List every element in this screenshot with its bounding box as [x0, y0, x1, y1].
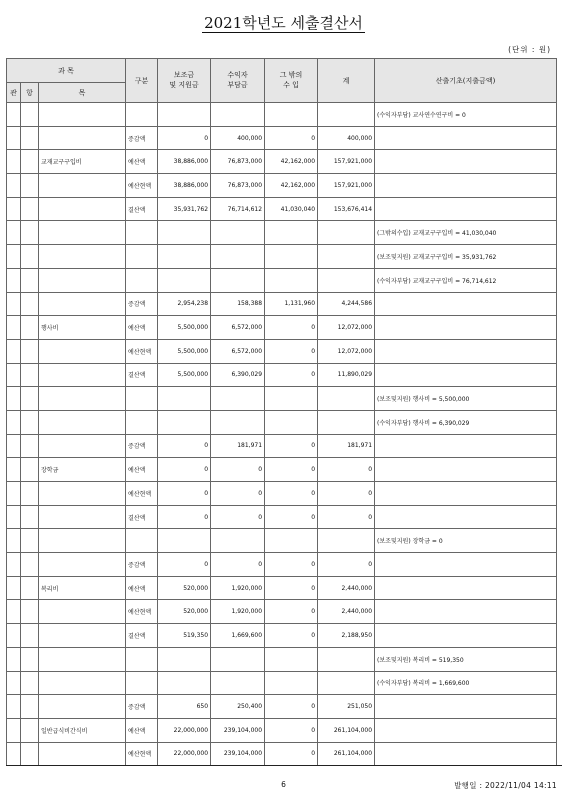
cell-other-income: 0	[265, 434, 318, 458]
cell-gubun: 예산현액	[126, 339, 158, 363]
header-mok: 목	[39, 83, 126, 103]
cell-beneficiary: 6,572,000	[211, 316, 265, 340]
cell-total: 181,971	[318, 434, 375, 458]
table-row	[7, 221, 557, 245]
cell-total	[318, 671, 375, 695]
cell-hang	[21, 600, 39, 624]
cell-gubun	[126, 221, 158, 245]
cell-hang	[21, 103, 39, 127]
cell-subsidy: 38,886,000	[158, 174, 211, 198]
cell-gwan	[7, 718, 21, 742]
cell-basis: (보조및지원) 복리비 = 519,350	[375, 647, 557, 671]
cell-basis	[375, 434, 557, 458]
cell-mok: 행사비	[39, 316, 126, 340]
cell-total: 0	[318, 505, 375, 529]
cell-beneficiary: 239,104,000	[211, 742, 265, 766]
cell-mok: 교재교구구입비	[39, 150, 126, 174]
cell-total	[318, 387, 375, 411]
cell-basis: (수익자부담) 교사연수연구비 = 0	[375, 103, 557, 127]
cell-mok	[39, 197, 126, 221]
cell-hang	[21, 197, 39, 221]
cell-beneficiary: 0	[211, 553, 265, 577]
cell-gubun: 예산액	[126, 576, 158, 600]
cell-gubun: 증감액	[126, 695, 158, 719]
table-row	[7, 410, 557, 434]
cell-basis	[375, 482, 557, 506]
cell-gwan	[7, 221, 21, 245]
cell-hang	[21, 529, 39, 553]
cell-mok	[39, 505, 126, 529]
cell-gubun: 증감액	[126, 434, 158, 458]
cell-gubun: 예산현액	[126, 174, 158, 198]
cell-beneficiary: 6,390,029	[211, 363, 265, 387]
cell-mok: 일반급식비간식비	[39, 718, 126, 742]
cell-hang	[21, 387, 39, 411]
cell-gwan	[7, 647, 21, 671]
table-row	[7, 268, 557, 292]
cell-total: 0	[318, 458, 375, 482]
table-row	[7, 742, 557, 766]
cell-beneficiary	[211, 671, 265, 695]
cell-total: 12,072,000	[318, 339, 375, 363]
cell-mok	[39, 103, 126, 127]
table-row	[7, 126, 557, 150]
cell-basis	[375, 126, 557, 150]
cell-hang	[21, 505, 39, 529]
cell-gwan	[7, 292, 21, 316]
cell-other-income: 42,162,000	[265, 150, 318, 174]
cell-basis	[375, 576, 557, 600]
cell-gwan	[7, 624, 21, 648]
cell-gwan	[7, 316, 21, 340]
cell-basis: (그밖의수입) 교재교구구입비 = 41,030,040	[375, 221, 557, 245]
cell-other-income: 0	[265, 576, 318, 600]
cell-hang	[21, 576, 39, 600]
cell-other-income: 0	[265, 458, 318, 482]
cell-gwan	[7, 695, 21, 719]
cell-subsidy: 2,954,238	[158, 292, 211, 316]
cell-other-income	[265, 245, 318, 269]
cell-other-income	[265, 671, 318, 695]
cell-gwan	[7, 742, 21, 766]
cell-other-income	[265, 268, 318, 292]
cell-hang	[21, 174, 39, 198]
cell-subsidy: 35,931,762	[158, 197, 211, 221]
cell-other-income: 0	[265, 553, 318, 577]
cell-beneficiary	[211, 245, 265, 269]
cell-beneficiary	[211, 103, 265, 127]
table-row	[7, 671, 557, 695]
cell-gubun	[126, 529, 158, 553]
cell-mok: 복리비	[39, 576, 126, 600]
cell-gubun: 예산액	[126, 150, 158, 174]
cell-gwan	[7, 268, 21, 292]
cell-mok	[39, 245, 126, 269]
cell-basis: (수익자부담) 행사비 = 6,390,029	[375, 410, 557, 434]
cell-mok	[39, 434, 126, 458]
cell-beneficiary: 1,920,000	[211, 576, 265, 600]
cell-hang	[21, 221, 39, 245]
cell-hang	[21, 742, 39, 766]
cell-beneficiary: 250,400	[211, 695, 265, 719]
cell-beneficiary: 6,572,000	[211, 339, 265, 363]
cell-gwan	[7, 434, 21, 458]
cell-mok	[39, 624, 126, 648]
cell-other-income: 0	[265, 505, 318, 529]
cell-other-income	[265, 221, 318, 245]
cell-total: 400,000	[318, 126, 375, 150]
cell-hang	[21, 458, 39, 482]
cell-gwan	[7, 103, 21, 127]
header-beneficiary: 수익자 부담금	[211, 59, 265, 103]
cell-hang	[21, 482, 39, 506]
cell-subsidy: 520,000	[158, 576, 211, 600]
cell-beneficiary: 76,873,000	[211, 174, 265, 198]
cell-other-income	[265, 387, 318, 411]
cell-gwan	[7, 482, 21, 506]
cell-hang	[21, 624, 39, 648]
cell-subsidy: 5,500,000	[158, 339, 211, 363]
cell-mok	[39, 221, 126, 245]
cell-gwan	[7, 410, 21, 434]
cell-other-income: 0	[265, 316, 318, 340]
cell-hang	[21, 363, 39, 387]
header-basis: 산출기초(지출금액)	[375, 59, 557, 103]
cell-gwan	[7, 339, 21, 363]
cell-gubun: 결산액	[126, 505, 158, 529]
cell-mok	[39, 268, 126, 292]
cell-total: 0	[318, 553, 375, 577]
cell-mok	[39, 174, 126, 198]
cell-total	[318, 268, 375, 292]
cell-total: 0	[318, 482, 375, 506]
table-row	[7, 363, 557, 387]
cell-hang	[21, 245, 39, 269]
cell-subsidy: 0	[158, 126, 211, 150]
table-row	[7, 103, 557, 127]
cell-basis: (수익자부담) 교재교구구입비 = 76,714,612	[375, 268, 557, 292]
cell-gwan	[7, 671, 21, 695]
cell-gwan	[7, 505, 21, 529]
cell-other-income: 0	[265, 482, 318, 506]
cell-beneficiary	[211, 387, 265, 411]
cell-basis	[375, 742, 557, 766]
table-row	[7, 339, 557, 363]
cell-total	[318, 529, 375, 553]
cell-total: 12,072,000	[318, 316, 375, 340]
cell-gwan	[7, 150, 21, 174]
cell-gwan	[7, 529, 21, 553]
table-row	[7, 576, 557, 600]
cell-subsidy: 0	[158, 505, 211, 529]
cell-total: 251,050	[318, 695, 375, 719]
cell-beneficiary	[211, 410, 265, 434]
table-row	[7, 150, 557, 174]
cell-basis	[375, 695, 557, 719]
cell-total: 2,440,000	[318, 576, 375, 600]
cell-total	[318, 221, 375, 245]
cell-subsidy: 38,886,000	[158, 150, 211, 174]
cell-subsidy	[158, 103, 211, 127]
cell-basis	[375, 458, 557, 482]
header-subsidy: 보조금 및 지원금	[158, 59, 211, 103]
cell-gubun: 예산액	[126, 458, 158, 482]
cell-hang	[21, 553, 39, 577]
table-row	[7, 434, 557, 458]
table-row	[7, 292, 557, 316]
cell-basis: (보조및지원) 장학금 = 0	[375, 529, 557, 553]
cell-other-income: 0	[265, 339, 318, 363]
cell-mok	[39, 482, 126, 506]
cell-basis	[375, 718, 557, 742]
table-row	[7, 647, 557, 671]
cell-other-income: 0	[265, 624, 318, 648]
cell-gubun: 예산현액	[126, 482, 158, 506]
cell-total: 261,104,000	[318, 742, 375, 766]
cell-other-income: 0	[265, 718, 318, 742]
cell-total: 153,676,414	[318, 197, 375, 221]
table-row	[7, 718, 557, 742]
page-number: 6	[281, 780, 286, 789]
cell-mok	[39, 600, 126, 624]
cell-basis	[375, 316, 557, 340]
issued-date: 발행일 : 2022/11/04 14:11	[454, 781, 557, 790]
cell-gubun: 예산액	[126, 718, 158, 742]
cell-gubun: 증감액	[126, 292, 158, 316]
table-row	[7, 695, 557, 719]
table-row	[7, 624, 557, 648]
table-row	[7, 387, 557, 411]
cell-other-income: 0	[265, 126, 318, 150]
cell-basis	[375, 600, 557, 624]
cell-other-income: 0	[265, 363, 318, 387]
cell-other-income: 42,162,000	[265, 174, 318, 198]
cell-mok	[39, 647, 126, 671]
cell-gwan	[7, 174, 21, 198]
cell-basis: (보조및지원) 행사비 = 5,500,000	[375, 387, 557, 411]
cell-mok: 장학금	[39, 458, 126, 482]
cell-beneficiary	[211, 529, 265, 553]
cell-beneficiary: 1,920,000	[211, 600, 265, 624]
cell-other-income	[265, 647, 318, 671]
cell-beneficiary: 0	[211, 458, 265, 482]
cell-total: 2,188,950	[318, 624, 375, 648]
cell-gubun: 예산액	[126, 316, 158, 340]
cell-total: 2,440,000	[318, 600, 375, 624]
cell-basis	[375, 197, 557, 221]
cell-gwan	[7, 363, 21, 387]
header-total: 계	[318, 59, 375, 103]
cell-mok	[39, 529, 126, 553]
table-row	[7, 316, 557, 340]
cell-subsidy	[158, 245, 211, 269]
cell-mok	[39, 410, 126, 434]
cell-subsidy: 520,000	[158, 600, 211, 624]
table-row	[7, 505, 557, 529]
cell-subsidy	[158, 387, 211, 411]
cell-mok	[39, 292, 126, 316]
cell-gwan	[7, 387, 21, 411]
cell-basis: (보조및지원) 교재교구구입비 = 35,931,762	[375, 245, 557, 269]
cell-hang	[21, 410, 39, 434]
cell-beneficiary: 181,971	[211, 434, 265, 458]
cell-gubun: 예산현액	[126, 600, 158, 624]
cell-subsidy: 650	[158, 695, 211, 719]
cell-beneficiary: 76,873,000	[211, 150, 265, 174]
cell-subsidy: 5,500,000	[158, 316, 211, 340]
cell-gwan	[7, 126, 21, 150]
cell-gubun: 결산액	[126, 624, 158, 648]
cell-mok	[39, 742, 126, 766]
cell-other-income	[265, 529, 318, 553]
cell-basis	[375, 174, 557, 198]
cell-gubun	[126, 410, 158, 434]
cell-subsidy: 0	[158, 434, 211, 458]
cell-beneficiary: 0	[211, 505, 265, 529]
cell-beneficiary: 1,669,600	[211, 624, 265, 648]
cell-other-income	[265, 103, 318, 127]
cell-mok	[39, 553, 126, 577]
cell-total: 157,921,000	[318, 150, 375, 174]
table-row	[7, 482, 557, 506]
cell-other-income	[265, 410, 318, 434]
cell-basis	[375, 363, 557, 387]
cell-beneficiary: 400,000	[211, 126, 265, 150]
cell-other-income: 0	[265, 695, 318, 719]
cell-hang	[21, 647, 39, 671]
cell-subsidy: 0	[158, 553, 211, 577]
cell-beneficiary: 76,714,612	[211, 197, 265, 221]
cell-gubun: 예산현액	[126, 742, 158, 766]
cell-subsidy: 22,000,000	[158, 718, 211, 742]
header-gubun: 구분	[126, 59, 158, 103]
cell-subsidy: 0	[158, 458, 211, 482]
cell-hang	[21, 339, 39, 363]
cell-mok	[39, 695, 126, 719]
cell-basis: (수익자부담) 복리비 = 1,669,600	[375, 671, 557, 695]
table-row	[7, 529, 557, 553]
cell-hang	[21, 150, 39, 174]
cell-hang	[21, 434, 39, 458]
cell-gubun: 결산액	[126, 197, 158, 221]
cell-total: 157,921,000	[318, 174, 375, 198]
cell-gwan	[7, 576, 21, 600]
cell-mok	[39, 363, 126, 387]
cell-subsidy	[158, 268, 211, 292]
cell-hang	[21, 268, 39, 292]
cell-basis	[375, 292, 557, 316]
cell-beneficiary	[211, 221, 265, 245]
cell-subsidy	[158, 221, 211, 245]
table-row	[7, 197, 557, 221]
cell-gubun	[126, 671, 158, 695]
cell-mok	[39, 671, 126, 695]
cell-other-income: 0	[265, 742, 318, 766]
table-row	[7, 553, 557, 577]
footer-divider	[6, 765, 562, 766]
cell-gubun	[126, 245, 158, 269]
cell-gubun	[126, 103, 158, 127]
cell-subsidy	[158, 529, 211, 553]
cell-basis	[375, 624, 557, 648]
cell-gubun	[126, 647, 158, 671]
header-other-income: 그 밖의 수 입	[265, 59, 318, 103]
cell-subsidy: 519,350	[158, 624, 211, 648]
cell-total	[318, 647, 375, 671]
cell-subsidy: 22,000,000	[158, 742, 211, 766]
cell-mok	[39, 126, 126, 150]
cell-beneficiary: 239,104,000	[211, 718, 265, 742]
cell-subsidy: 0	[158, 482, 211, 506]
cell-hang	[21, 126, 39, 150]
document-title: 2021학년도 세출결산서	[204, 14, 363, 32]
unit-label: (단위 : 원)	[508, 45, 551, 54]
cell-subsidy	[158, 671, 211, 695]
cell-total: 261,104,000	[318, 718, 375, 742]
cell-gubun: 증감액	[126, 553, 158, 577]
expenditure-table	[6, 58, 557, 766]
cell-beneficiary	[211, 647, 265, 671]
cell-gubun: 결산액	[126, 363, 158, 387]
table-row	[7, 458, 557, 482]
cell-gwan	[7, 553, 21, 577]
cell-subsidy	[158, 410, 211, 434]
cell-other-income: 41,030,040	[265, 197, 318, 221]
header-hang: 항	[21, 83, 39, 103]
cell-basis	[375, 553, 557, 577]
cell-total: 11,890,029	[318, 363, 375, 387]
cell-other-income: 0	[265, 600, 318, 624]
cell-gubun: 증감액	[126, 126, 158, 150]
cell-basis	[375, 150, 557, 174]
cell-hang	[21, 316, 39, 340]
cell-gwan	[7, 245, 21, 269]
cell-gwan	[7, 600, 21, 624]
cell-subsidy	[158, 647, 211, 671]
cell-hang	[21, 695, 39, 719]
cell-gwan	[7, 458, 21, 482]
header-gwamok: 과 목	[7, 59, 126, 83]
cell-hang	[21, 292, 39, 316]
cell-total	[318, 245, 375, 269]
cell-total: 4,244,586	[318, 292, 375, 316]
cell-beneficiary	[211, 268, 265, 292]
cell-gubun	[126, 387, 158, 411]
cell-total	[318, 410, 375, 434]
cell-hang	[21, 671, 39, 695]
cell-basis	[375, 339, 557, 363]
table-row	[7, 174, 557, 198]
cell-mok	[39, 387, 126, 411]
cell-mok	[39, 339, 126, 363]
cell-gubun	[126, 268, 158, 292]
cell-subsidy: 5,500,000	[158, 363, 211, 387]
cell-total	[318, 103, 375, 127]
table-row	[7, 600, 557, 624]
cell-gwan	[7, 197, 21, 221]
cell-beneficiary: 158,388	[211, 292, 265, 316]
cell-basis	[375, 505, 557, 529]
header-gwan: 관	[7, 83, 21, 103]
cell-other-income: 1,131,960	[265, 292, 318, 316]
cell-beneficiary: 0	[211, 482, 265, 506]
table-row	[7, 245, 557, 269]
cell-hang	[21, 718, 39, 742]
